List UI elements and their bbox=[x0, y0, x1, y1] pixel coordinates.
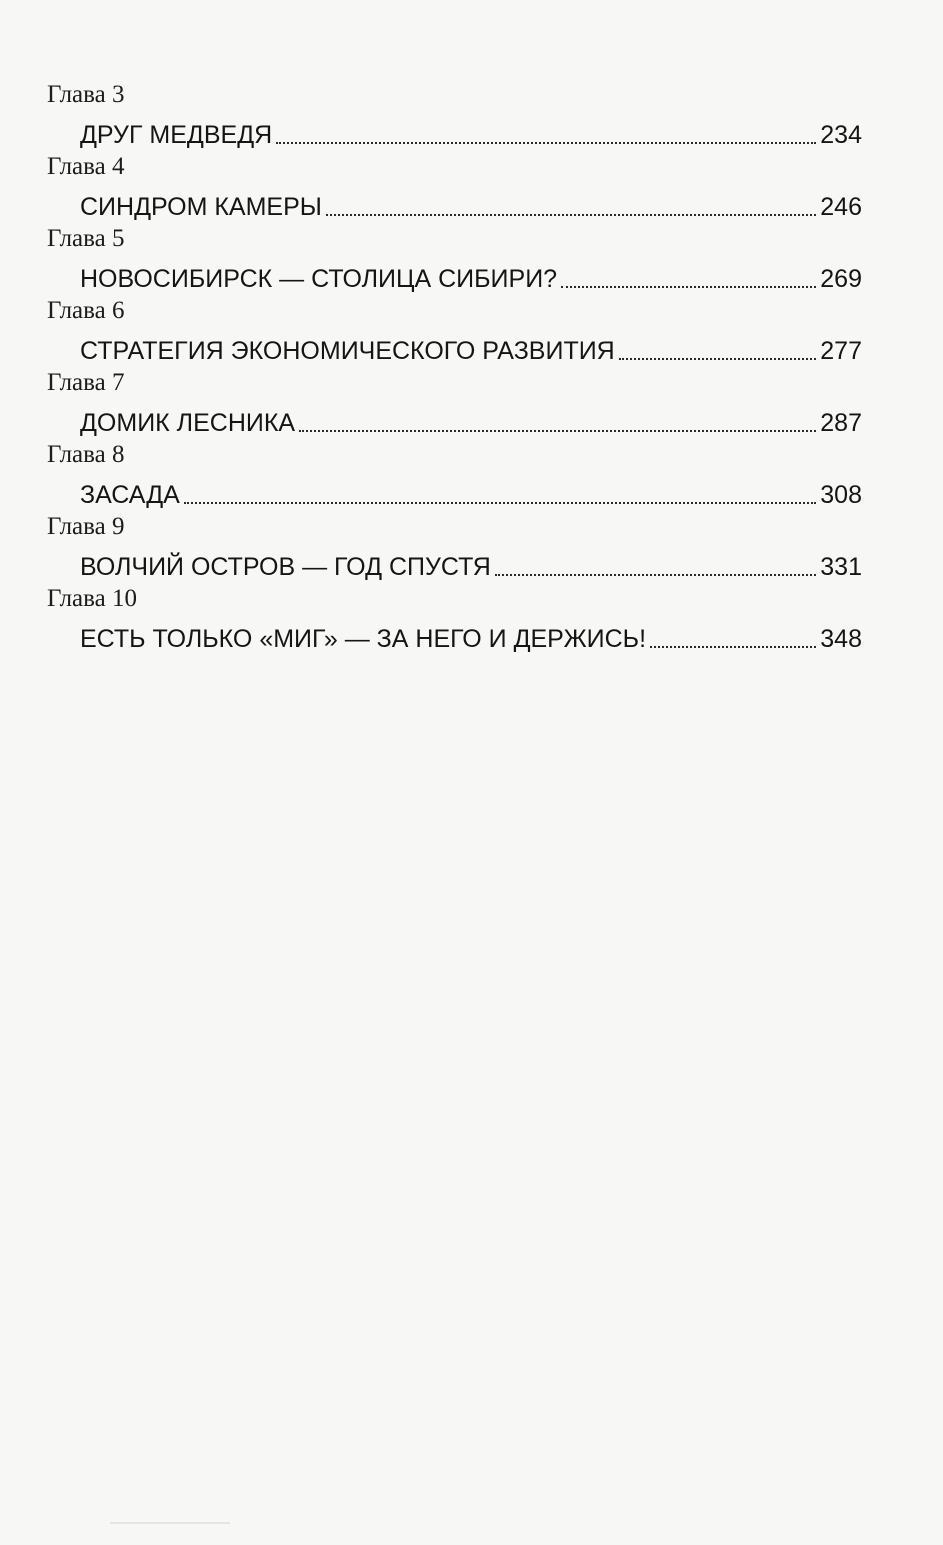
toc-entry bbox=[80, 256, 862, 294]
chapter-label: Глава 8 bbox=[47, 441, 125, 468]
chapter-label: Глава 5 bbox=[47, 225, 125, 252]
toc-entry-page: 308 bbox=[820, 481, 862, 509]
toc-entry-page: 269 bbox=[820, 265, 862, 293]
table-of-contents bbox=[47, 78, 862, 654]
chapter-label: Глава 4 bbox=[47, 153, 125, 180]
toc-entry-title: ДРУГ МЕДВЕДЯ bbox=[80, 121, 273, 149]
toc-entry-title: СТРАТЕГИЯ ЭКОНОМИЧЕСКОГО РАЗВИТИЯ bbox=[80, 337, 615, 365]
toc-entry bbox=[80, 616, 862, 654]
chapter-label: Глава 10 bbox=[47, 585, 137, 612]
toc-entry-title: СИНДРОМ КАМЕРЫ bbox=[80, 193, 322, 221]
toc-entry bbox=[80, 400, 862, 438]
toc-entry bbox=[80, 328, 862, 366]
toc-entry-title: ВОЛЧИЙ ОСТРОВ — ГОД СПУСТЯ bbox=[80, 553, 491, 581]
dot-leader bbox=[619, 357, 817, 360]
dot-leader bbox=[299, 429, 816, 432]
toc-entry bbox=[80, 544, 862, 582]
chapter-label: Глава 7 bbox=[47, 369, 125, 396]
dot-leader bbox=[276, 141, 816, 144]
chapter-label: Глава 3 bbox=[47, 81, 125, 108]
chapter-label: Глава 9 bbox=[47, 513, 125, 540]
toc-entry bbox=[80, 184, 862, 222]
toc-entry-page: 287 bbox=[820, 409, 862, 437]
toc-entry-page: 348 bbox=[820, 625, 862, 653]
toc-entry-page: 277 bbox=[820, 337, 862, 365]
toc-entry-page: 331 bbox=[820, 553, 862, 581]
toc-entry-title: ЕСТЬ ТОЛЬКО «МИГ» — ЗА НЕГО И ДЕРЖИСЬ! bbox=[80, 625, 647, 653]
paper-edge-mark bbox=[110, 1522, 230, 1524]
toc-entry-title: НОВОСИБИРСК — СТОЛИЦА СИБИРИ? bbox=[80, 265, 558, 293]
dot-leader bbox=[326, 213, 816, 216]
toc-entry-title: ДОМИК ЛЕСНИКА bbox=[80, 409, 296, 437]
dot-leader bbox=[184, 501, 816, 504]
toc-entry-page: 246 bbox=[820, 193, 862, 221]
toc-entry bbox=[80, 472, 862, 510]
toc-entry bbox=[80, 112, 862, 150]
toc-entry-title: ЗАСАДА bbox=[80, 481, 180, 509]
dot-leader bbox=[650, 645, 816, 648]
chapter-label: Глава 6 bbox=[47, 297, 125, 324]
dot-leader bbox=[561, 285, 816, 288]
toc-entry-page: 234 bbox=[820, 121, 862, 149]
dot-leader bbox=[495, 573, 816, 576]
